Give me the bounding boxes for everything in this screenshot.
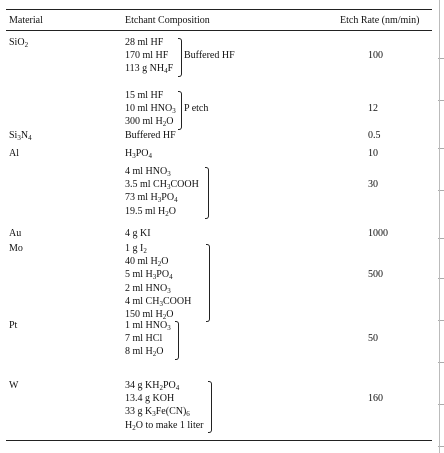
table-bottom-rule <box>6 440 432 441</box>
brace <box>175 321 179 360</box>
header-rate: Etch Rate (nm/min) <box>340 15 420 26</box>
material-cell: W <box>9 380 19 391</box>
composition-line: 3.5 ml $CH_3COOH$ <box>125 179 199 192</box>
composition-line: 40 ml $H_2O$ <box>125 256 169 269</box>
etch-rate-cell: 500 <box>368 269 383 281</box>
etch-name-label: Buffered HF <box>184 49 235 61</box>
table-top-rule <box>6 9 432 10</box>
composition-line: 13.4 g KOH <box>125 393 175 405</box>
composition-line: 34 g $KH_2PO_4$ <box>125 380 180 392</box>
composition-line: 300 ml $H_2O$ <box>125 116 174 129</box>
composition-line: $H_2O$ to make 1 liter <box>125 419 204 432</box>
material-cell: Pt <box>9 320 18 331</box>
composition-line: 4 ml $HNO_3$ <box>125 166 171 178</box>
etch-rate-cell: 160 <box>368 393 383 405</box>
composition-line: $H_3PO_4$ <box>125 148 153 160</box>
composition-line: 150 ml $H_2O$ <box>125 309 174 321</box>
brace <box>178 91 182 130</box>
composition-line: 1 ml $HNO_3$ <box>125 320 171 332</box>
composition-line: 4 g KI <box>125 228 151 239</box>
composition-line: 1 g $I_2$ <box>125 243 147 255</box>
etch-rate-cell: 1000 <box>368 228 388 239</box>
composition-line: 4 ml $CH_3COOH$ <box>125 295 192 308</box>
composition-line: 28 ml HF <box>125 37 164 48</box>
etch-rate-cell: 12 <box>368 103 378 115</box>
composition-line: 8 ml $H_2O$ <box>125 346 164 359</box>
material-cell: Mo <box>9 243 23 254</box>
etch-rate-cell: 30 <box>368 179 378 191</box>
etch-name-label: P etch <box>184 102 209 114</box>
page-edge <box>439 0 444 453</box>
composition-line: 73 ml $H_3PO_4$ <box>125 192 178 205</box>
composition-line: 15 ml HF <box>125 90 164 101</box>
etch-rate-cell: 100 <box>368 50 383 62</box>
brace <box>206 244 210 322</box>
composition-line: 2 ml $HNO_3$ <box>125 282 171 295</box>
header-material: Material <box>9 15 43 26</box>
header-composition: Etchant Composition <box>125 15 210 26</box>
composition-line: 5 ml $H_3PO_4$ <box>125 269 173 282</box>
material-cell: Al <box>9 148 19 159</box>
composition-line: 170 ml HF <box>125 50 169 62</box>
composition-line: 10 ml $HNO_3$ <box>125 103 176 116</box>
header-rule <box>6 30 432 31</box>
composition-line: 113 g $NH_4F$ <box>125 63 174 76</box>
composition-line: 7 ml HCl <box>125 333 163 345</box>
brace <box>178 38 182 77</box>
composition-line: 19.5 ml $H_2O$ <box>125 205 177 218</box>
material-cell: Au <box>9 228 22 239</box>
etch-rate-cell: 50 <box>368 333 378 345</box>
composition-line: Buffered HF <box>125 130 176 141</box>
etch-rate-cell: 10 <box>368 148 378 159</box>
brace <box>208 381 212 433</box>
brace <box>205 167 209 219</box>
material-cell: $Si_3N_4$ <box>9 130 32 142</box>
material-cell: SiO$_2$ <box>9 37 29 49</box>
composition-line: 33 g $K_3Fe(CN)_6$ <box>125 406 190 419</box>
etch-rate-cell: 0.5 <box>368 130 381 141</box>
